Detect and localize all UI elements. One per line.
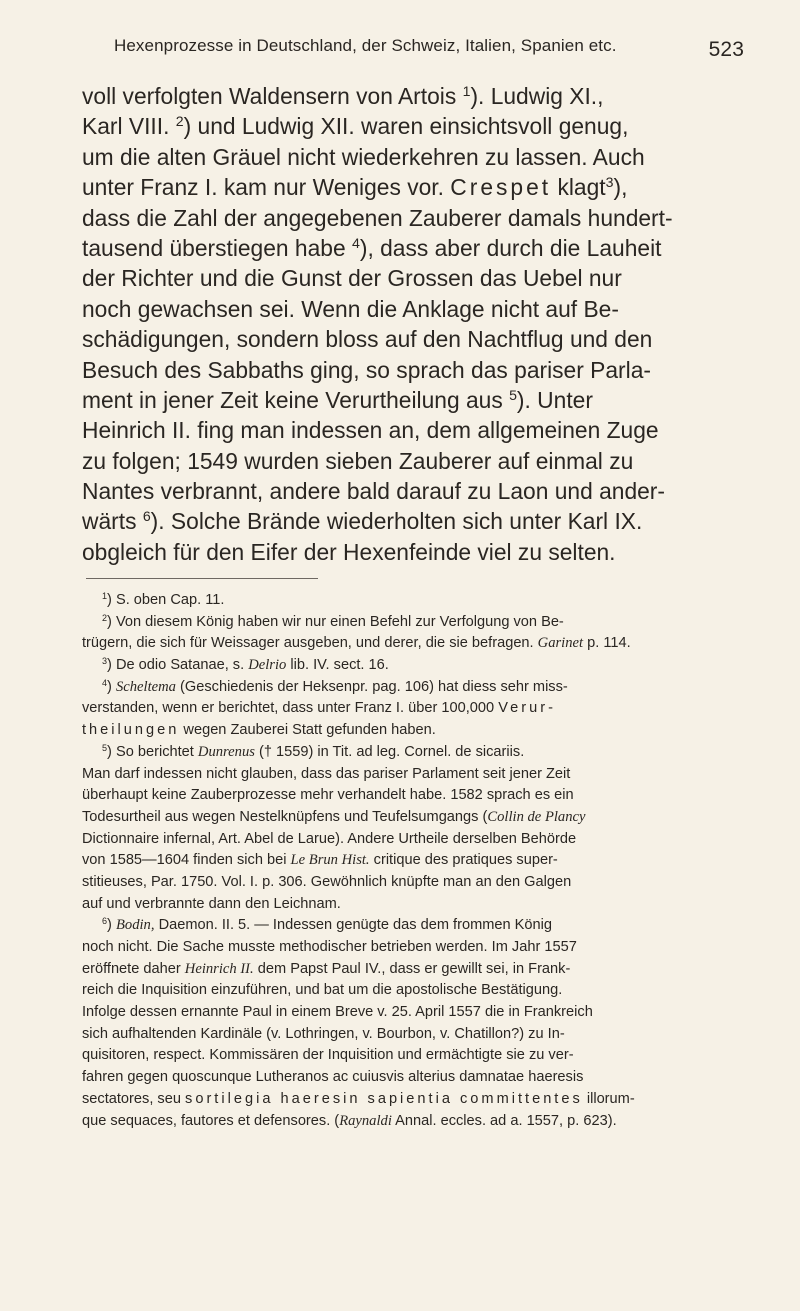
- text-line: [82, 81, 708, 111]
- footnote-ref[interactable]: 6: [142, 508, 151, 525]
- footnote-line: quisitoren, respect. Kommissären der Inquisition und ermächtigte sie zu ver-: [82, 1047, 574, 1064]
- footnote-ref[interactable]: 3: [605, 174, 614, 191]
- text-run: ). Ludwig XI.,: [470, 83, 604, 109]
- footnote-line: [82, 655, 722, 677]
- footnote-line: [82, 807, 722, 829]
- text-run: (Geschiedenis der Heksenpr. pag. 106) hat diess sehr miss-: [180, 678, 568, 695]
- citation-author: Dunrenus: [197, 743, 255, 760]
- text-run: ): [107, 917, 112, 934]
- text-line: der Richter und die Gunst der Grossen das Uebel nur: [82, 265, 622, 292]
- text-run: critique des pratiques super-: [373, 852, 558, 869]
- text-run: que sequaces, fautores et defensores. (: [82, 1112, 340, 1129]
- text-run: ): [107, 678, 112, 695]
- footnote-marker: 5: [102, 742, 108, 753]
- citation-author: Garinet: [537, 635, 584, 652]
- text-line: obgleich für den Eifer der Hexenfeinde viel zu selten.: [82, 538, 616, 565]
- running-title: Hexenprozesse in Deutschland, der Schweiz, Italien, Spanien etc.: [114, 36, 617, 55]
- text-run: illorum-: [586, 1090, 635, 1107]
- footnote-marker: 1: [102, 591, 108, 602]
- footnote-ref[interactable]: 5: [509, 387, 517, 404]
- text-line: dass die Zahl der angegebenen Zauberer damals hundert-: [82, 204, 673, 231]
- footnote-marker: 6: [102, 916, 108, 927]
- footnote-line: [82, 1089, 722, 1111]
- text-run: ) Von diesem König haben wir nur einen Befehl zur Verfolgung von Be-: [107, 613, 564, 630]
- footnote-line: [82, 850, 722, 872]
- footnote-line: [82, 590, 722, 612]
- text-run: sectatores, seu: [82, 1090, 181, 1107]
- footnote-ref[interactable]: 2: [175, 113, 184, 130]
- footnote-line: reich die Inquisition einzuführen, und bat um die apostolische Bestätigung.: [82, 982, 563, 999]
- footnote-line: [82, 1111, 722, 1133]
- text-run: wegen Zauberei Statt gefunden haben.: [183, 722, 436, 739]
- footnote-line: Man darf indessen nicht glauben, dass das pariser Parlament seit jener Zeit: [82, 765, 571, 782]
- text-line: noch gewachsen sei. Wenn die Anklage nicht auf Be-: [82, 295, 619, 322]
- citation-author: Le Brun Hist.: [290, 852, 370, 869]
- text-run: voll verfolgten Waldensern von Artois: [82, 83, 457, 109]
- text-run: († 1559) in Tit. ad leg. Cornel. de sicariis.: [259, 743, 525, 760]
- footnote-line: überhaupt keine Zauberprozesse mehr verhandelt habe. 1582 sprach es ein: [82, 787, 574, 804]
- text-line: [82, 506, 708, 536]
- text-line: [82, 385, 708, 415]
- footnote-marker: 2: [102, 612, 108, 623]
- text-run: verstanden, wenn er berichtet, dass unter Franz I. über 100,000: [82, 700, 495, 717]
- citation-author: Delrio: [248, 657, 287, 674]
- footnote-line: stitieuses, Par. 1750. Vol. I. p. 306. Gewöhnlich knüpfte man an den Galgen: [82, 873, 572, 890]
- text-line: Heinrich II. fing man indessen an, dem allgemeinen Zuge: [82, 417, 659, 444]
- footnote-line: sich aufhaltenden Kardinäle (v. Lothringen, v. Bourbon, v. Chatillon?) zu In-: [82, 1025, 565, 1042]
- footnote-line: [82, 742, 722, 764]
- footnote-line: fahren gegen quoscunque Lutheranos ac cuiusvis alterius damnatae haeresis: [82, 1069, 584, 1086]
- text-run: dem Papst Paul IV., dass er gewillt sei, in Frank-: [257, 960, 571, 977]
- text-run: ment in jener Zeit keine Verurtheilung aus: [82, 386, 503, 413]
- footnote-line: [82, 612, 722, 634]
- citation-author: Scheltema: [115, 678, 176, 695]
- spaced-word: theilungen: [82, 722, 180, 739]
- text-run: Annal. eccles. ad a. 1557, p. 623).: [395, 1112, 617, 1129]
- citation-author: Bodin,: [115, 917, 155, 934]
- page-number: 523: [708, 38, 744, 61]
- text-run: klagt: [557, 174, 606, 201]
- footnote-divider: [86, 578, 318, 579]
- footnote-line: [82, 959, 722, 981]
- spaced-phrase: sortilegia haeresin sapientia committentes: [185, 1090, 583, 1107]
- text-line: [82, 172, 708, 202]
- text-run: lib. IV. sect. 16.: [290, 657, 389, 674]
- text-run: ), dass aber durch die Lauheit: [359, 234, 662, 261]
- text-line: schädigungen, sondern bloss auf den Nachtflug und den: [82, 326, 653, 353]
- footnote-marker: 4: [102, 677, 108, 688]
- text-line: Nantes verbrannt, andere bald darauf zu Laon und ander-: [82, 478, 665, 505]
- citation-author: Collin de Plancy: [487, 808, 586, 825]
- footnote-ref[interactable]: 4: [352, 235, 360, 252]
- citation-author: Raynaldi: [339, 1112, 392, 1129]
- footnote-line: auf und verbrannte dann den Leichnam.: [82, 895, 341, 912]
- text-run: p. 114.: [587, 635, 631, 652]
- text-line: Besuch des Sabbaths ging, so sprach das pariser Parla-: [82, 356, 651, 383]
- text-run: ). Solche Brände wiederholten sich unter Karl IX.: [150, 508, 643, 535]
- text-run: wärts: [82, 508, 137, 535]
- text-run: Daemon. II. 5. — Indessen genügte das dem frommen König: [158, 917, 553, 934]
- citation-author: Heinrich II.: [184, 960, 254, 977]
- footnote-line: [82, 720, 722, 742]
- text-run: unter Franz I. kam nur Weniges vor.: [82, 174, 444, 201]
- text-run: ) und Ludwig XII. waren einsichtsvoll genug,: [183, 113, 629, 140]
- footnote-line: [82, 677, 722, 699]
- text-run: eröffnete daher: [82, 960, 181, 977]
- footnote-line: noch nicht. Die Sache musste methodischer betrieben werden. Im Jahr 1557: [82, 939, 577, 955]
- text-run: ),: [613, 174, 628, 201]
- footnote-marker: 3: [102, 656, 108, 667]
- spaced-word: Verur-: [498, 700, 556, 717]
- text-run: Todesurtheil aus wegen Nestelknüpfens und Teufelsumgangs (: [82, 808, 488, 825]
- main-text: [82, 81, 708, 567]
- text-run: tausend überstiegen habe: [82, 234, 346, 261]
- text-run: Karl VIII.: [82, 113, 170, 140]
- text-line: [82, 233, 708, 263]
- text-line: um die alten Gräuel nicht wiederkehren zu lassen. Auch: [82, 143, 645, 170]
- text-line: zu folgen; 1549 wurden sieben Zauberer auf einmal zu: [82, 447, 634, 474]
- text-line: [82, 111, 708, 141]
- footnote-line: [82, 633, 722, 655]
- text-run: ) S. oben Cap. 11.: [107, 592, 225, 608]
- footnote-line: Dictionnaire infernal, Art. Abel de Larue). Andere Urtheile derselben Behörde: [82, 830, 577, 847]
- text-run: ). Unter: [516, 386, 593, 413]
- footnote-line: Infolge dessen ernannte Paul in einem Breve v. 25. April 1557 die in Frankreich: [82, 1004, 593, 1021]
- spaced-name: Crespet: [450, 174, 552, 201]
- text-run: ) So berichtet: [107, 743, 194, 760]
- text-run: trügern, die sich für Weissager ausgeben, und derer, die sie befragen.: [82, 635, 534, 652]
- footnote-line: [82, 698, 722, 720]
- text-run: von 1585—1604 finden sich bei: [82, 852, 287, 869]
- footnotes: [82, 590, 722, 1132]
- footnote-ref[interactable]: 1: [462, 83, 471, 100]
- text-run: ) De odio Satanae, s.: [107, 657, 245, 674]
- footnote-line: [82, 915, 722, 937]
